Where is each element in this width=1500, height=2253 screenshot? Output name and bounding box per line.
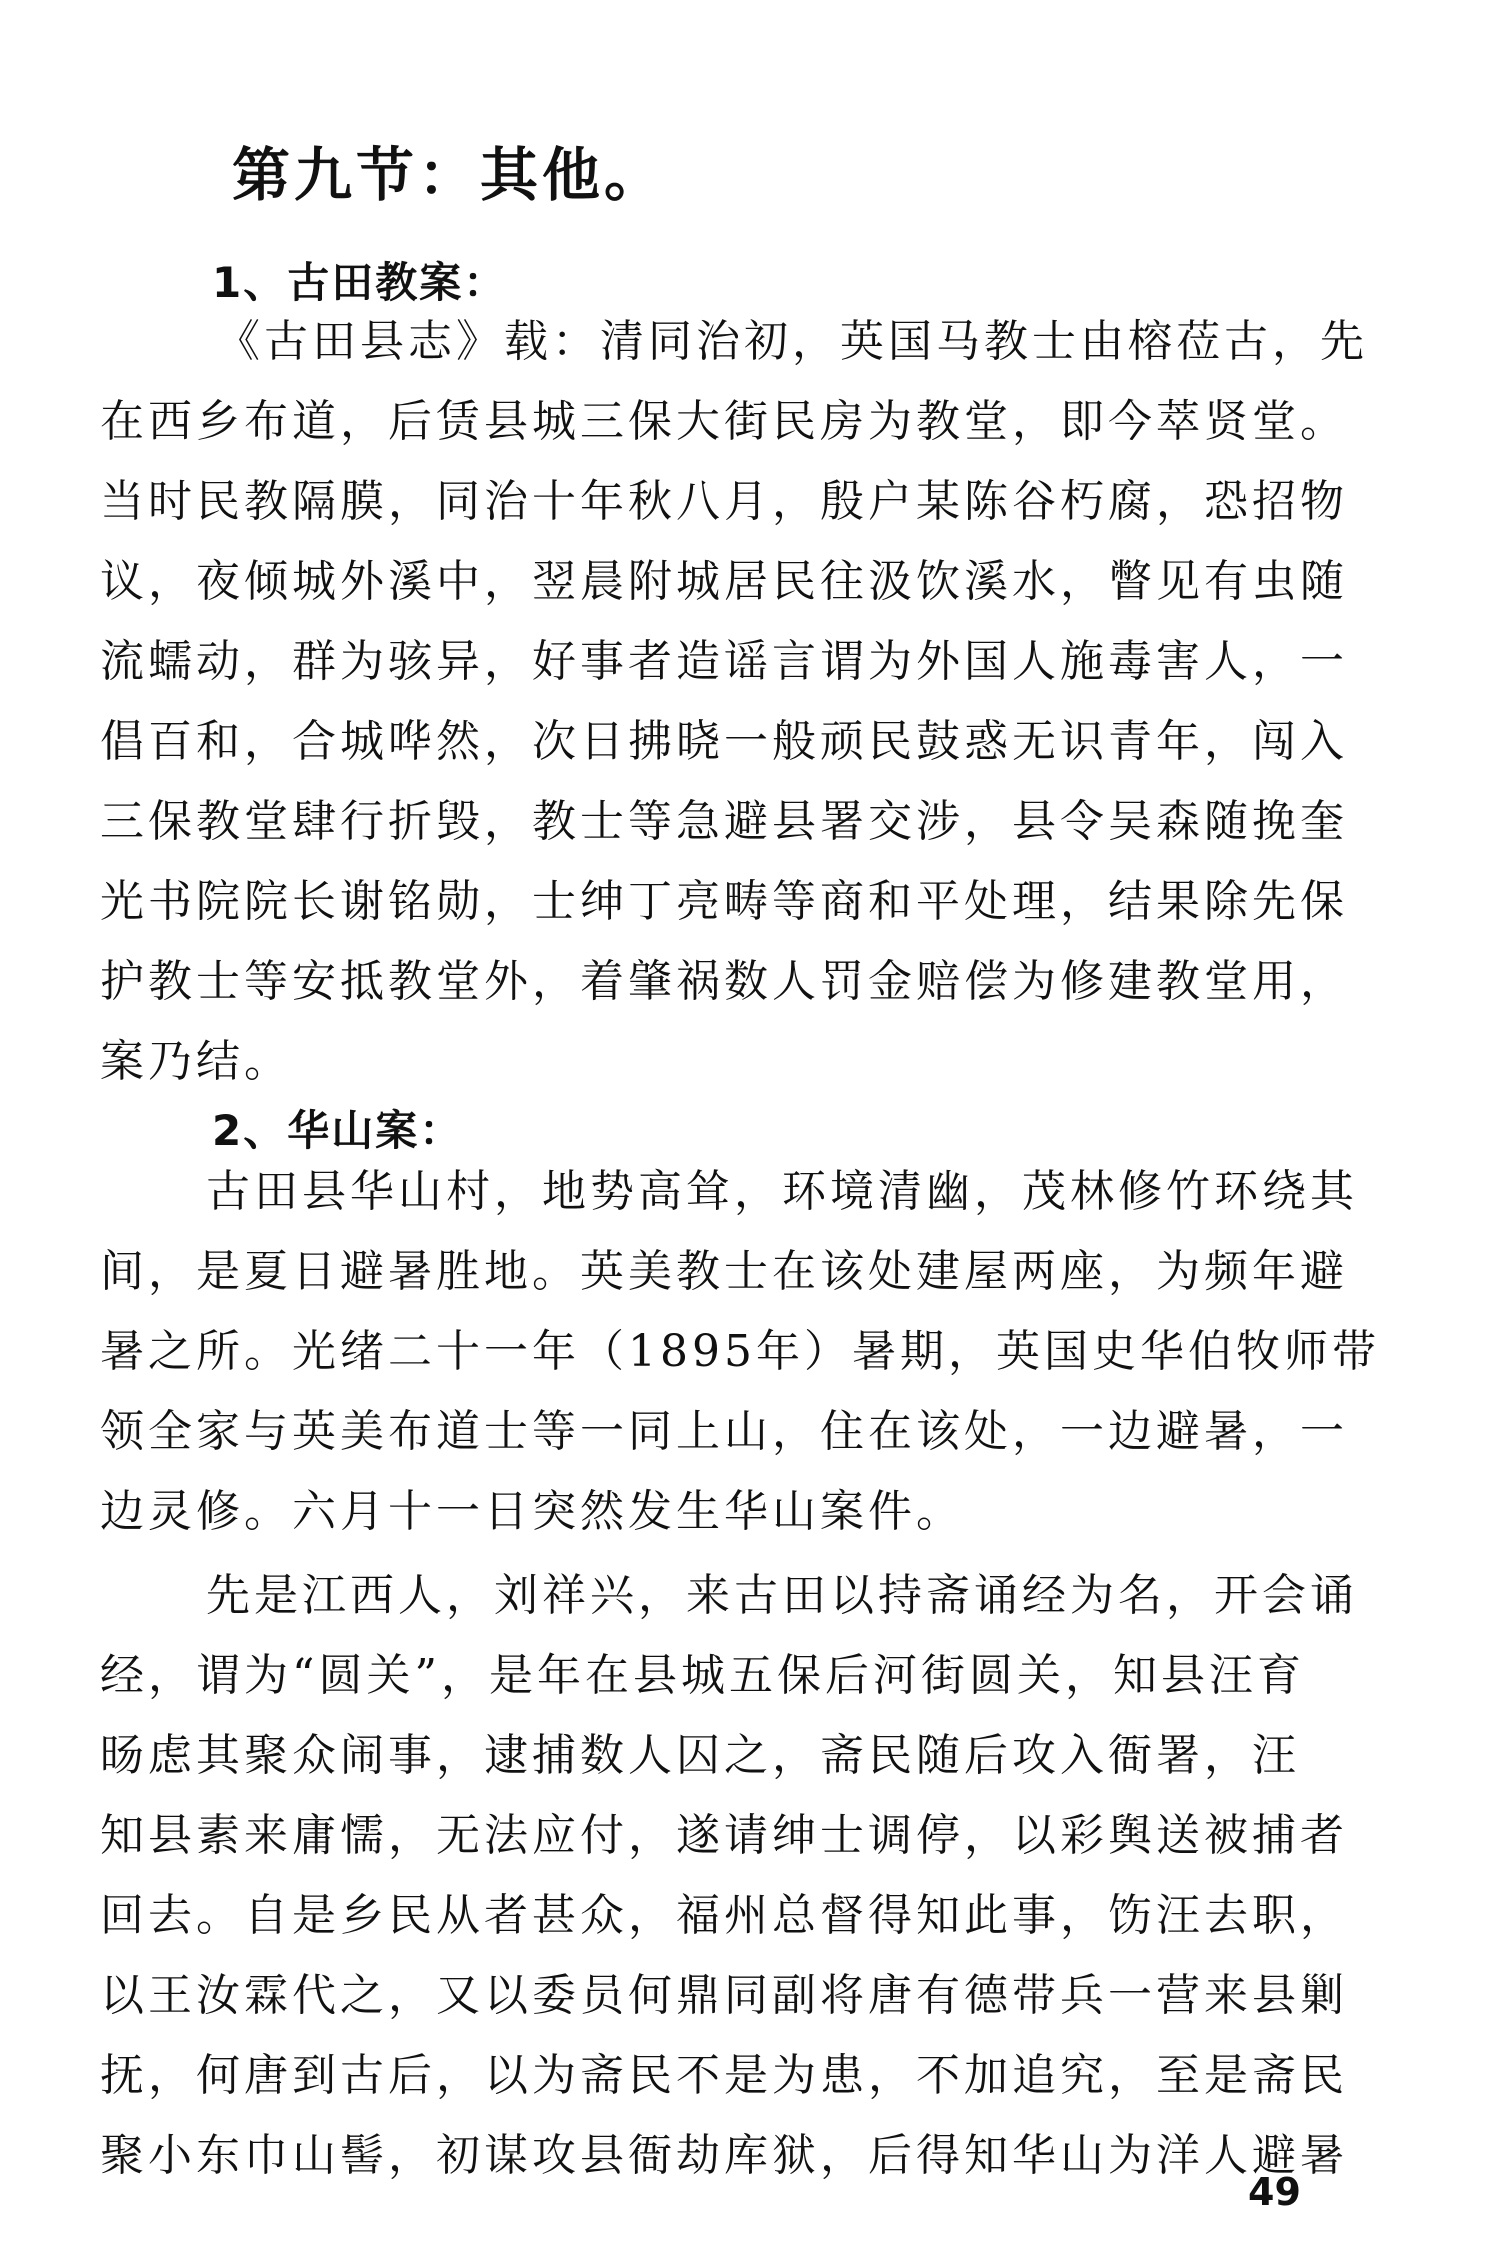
- subsection-heading-1: 1、古田教案：: [212, 258, 508, 307]
- paragraph-line: 光书院院长谢铭勋，士绅丁亮畴等商和平处理，结果除先保: [100, 876, 1348, 927]
- paragraph-line: 知县素来庸懦，无法应付，遂请绅士调停，以彩舆送被捕者: [100, 1810, 1348, 1861]
- paragraph-line: 护教士等安抵教堂外，着肇祸数人罚金赔偿为修建教堂用，: [100, 956, 1348, 1007]
- paragraph-line: 先是江西人，刘祥兴，来古田以持斋诵经为名，开会诵: [206, 1570, 1358, 1621]
- paragraph-line: 流蠕动，群为骇异，好事者造谣言谓为外国人施毒害人，一: [100, 636, 1348, 687]
- paragraph-line: 三保教堂肆行折毁，教士等急避县署交涉，县令吴森随挽奎: [100, 796, 1348, 847]
- paragraph-line: 回去。自是乡民从者甚众，福州总督得知此事，饬汪去职，: [100, 1890, 1348, 1941]
- paragraph-line: 旸虑其聚众闹事，逮捕数人囚之，斋民随后攻入衙署，汪: [100, 1730, 1300, 1781]
- paragraph-line: 暑之所。光绪二十一年（1895年）暑期，英国史华伯牧师带: [100, 1326, 1380, 1377]
- paragraph-line: 议，夜倾城外溪中，翌晨附城居民往汲饮溪水，瞥见有虫随: [100, 556, 1348, 607]
- paragraph-line: 领全家与英美布道士等一同上山，住在该处，一边避暑，一: [100, 1406, 1348, 1457]
- paragraph-line: 倡百和，合城哗然，次日拂晓一般顽民鼓惑无识青年，闯入: [100, 716, 1348, 767]
- paragraph-line: 以王汝霖代之，又以委员何鼎同副将唐有德带兵一营来县剿: [100, 1970, 1348, 2021]
- paragraph-line: 边灵修。六月十一日突然发生华山案件。: [100, 1486, 964, 1537]
- paragraph-line: 聚小东巾山髻，初谋攻县衙劫库狱，后得知华山为洋人避暑: [100, 2130, 1348, 2181]
- paragraph-line: 经，谓为“圆关”，是年在县城五保后河街圆关，知县汪育: [100, 1650, 1305, 1701]
- section-title: 第九节：其他。: [232, 141, 667, 209]
- paragraph-line: 古田县华山村，地势高耸，环境清幽，茂林修竹环绕其: [206, 1166, 1358, 1217]
- paragraph-line: 在西乡布道，后赁县城三保大街民房为教堂，即今萃贤堂。: [100, 396, 1348, 447]
- paragraph-line: 抚，何唐到古后，以为斋民不是为患，不加追究，至是斋民: [100, 2050, 1348, 2101]
- subsection-heading-2: 2、华山案：: [212, 1106, 464, 1155]
- page-number: 49: [1248, 2170, 1301, 2214]
- paragraph-line: 间，是夏日避暑胜地。英美教士在该处建屋两座，为频年避: [100, 1246, 1348, 1297]
- paragraph-line: 当时民教隔膜，同治十年秋八月，殷户某陈谷朽腐，恐招物: [100, 476, 1348, 527]
- paragraph-line: 案乃结。: [100, 1036, 292, 1087]
- paragraph-line: 《古田县志》载：清同治初，英国马教士由榕莅古，先: [216, 316, 1368, 367]
